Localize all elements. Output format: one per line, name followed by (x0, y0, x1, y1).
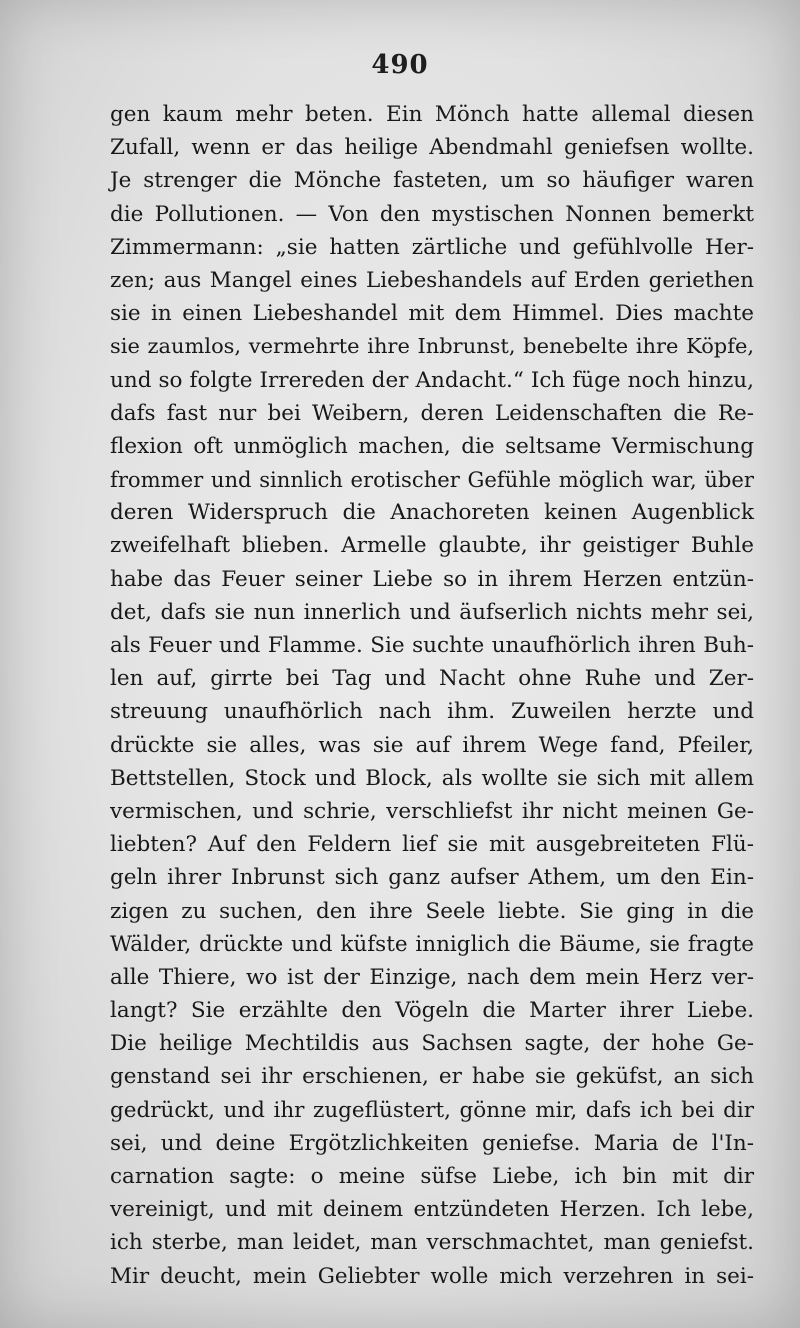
text-line: alle Thiere, wo ist der Einzige, nach dem mein Herz ver- (110, 964, 754, 990)
text-line: det, dafs sie nun innerlich und äufserlich nichts mehr sei, (110, 599, 754, 625)
text-line: als Feuer und Flamme. Sie suchte unaufhörlich ihren Buh- (110, 633, 754, 658)
text-line: die Pollutionen. — Von den mystischen Nonnen bemerkt (110, 201, 754, 227)
text-line: Bettstellen, Stock und Block, als wollte sie sich mit allem (110, 765, 754, 791)
text-line: geln ihrer Inbrunst sich ganz aufser Athem, um den Ein- (110, 865, 754, 891)
text-line: habe das Feuer seiner Liebe so in ihrem Herzen entzün- (110, 566, 754, 592)
text-line: zigen zu suchen, den ihre Seele liebte. Sie ging in die (110, 898, 754, 924)
text-line: gen kaum mehr beten. Ein Mönch hatte allemal diesen (110, 102, 754, 127)
text-line: sie in einen Liebeshandel mit dem Himmel. Dies machte (110, 301, 754, 327)
text-line: Zufall, wenn er das heilige Abendmahl geniefsen wollte. (110, 135, 754, 161)
text-line: drückte sie alles, was sie auf ihrem Wege fand, Pfeiler, (110, 732, 754, 758)
body-text (110, 98, 754, 1293)
text-line: und so folgte Irrereden der Andacht.“ Ich füge noch hinzu, (110, 367, 754, 393)
text-line: Je strenger die Mönche fasteten, um so häufiger waren (110, 168, 754, 194)
text-line: streuung unaufhörlich nach ihm. Zuweilen herzte und (110, 699, 754, 725)
text-line: vereinigt, und mit deinem entzündeten Herzen. Ich lebe, (110, 1197, 754, 1223)
text-line: dafs fast nur bei Weibern, deren Leidenschaften die Re- (110, 400, 754, 426)
text-line: frommer und sinnlich erotischer Gefühle möglich war, über (110, 467, 754, 493)
page-number: 490 (371, 50, 429, 80)
text-line: Zimmermann: „sie hatten zärtliche und gefühlvolle Her- (110, 234, 754, 260)
text-line: flexion oft unmöglich machen, die seltsame Vermischung (110, 433, 754, 459)
text-line: sei, und deine Ergötzlichkeiten geniefse. Maria de l'In- (110, 1130, 754, 1156)
text-line: zweifelhaft blieben. Armelle glaubte, ihr geistiger Buhle (110, 533, 754, 559)
text-line: Mir deucht, mein Geliebter wolle mich verzehren in sei- (110, 1263, 754, 1289)
text-line: liebten? Auf den Feldern lief sie mit ausgebreiteten Flü- (110, 832, 754, 858)
text-line: deren Widerspruch die Anachoreten keinen Augenblick (110, 500, 754, 526)
text-line: gedrückt, und ihr zugeflüstert, gönne mir, dafs ich bei dir (110, 1097, 754, 1123)
text-line: carnation sagte: o meine süfse Liebe, ich bin mit dir (110, 1164, 754, 1189)
text-line: sie zaumlos, vermehrte ihre Inbrunst, benebelte ihre Köpfe, (110, 334, 754, 359)
text-line: Wälder, drückte und küfste inniglich die Bäume, sie fragte (110, 931, 754, 957)
text-line: ich sterbe, man leidet, man verschmachtet, man geniefst. (110, 1230, 754, 1256)
text-line: Die heilige Mechtildis aus Sachsen sagte, der hohe Ge- (110, 1031, 754, 1057)
text-line: langt? Sie erzählte den Vögeln die Marter ihrer Liebe. (110, 998, 754, 1024)
text-line: genstand sei ihr erschienen, er habe sie geküfst, an sich (110, 1064, 754, 1090)
text-line: len auf, girrte bei Tag und Nacht ohne Ruhe und Zer- (110, 666, 754, 692)
text-line: vermischen, und schrie, verschliefst ihr nicht meinen Ge- (110, 798, 754, 824)
text-line: zen; aus Mangel eines Liebeshandels auf Erden geriethen (110, 267, 754, 293)
